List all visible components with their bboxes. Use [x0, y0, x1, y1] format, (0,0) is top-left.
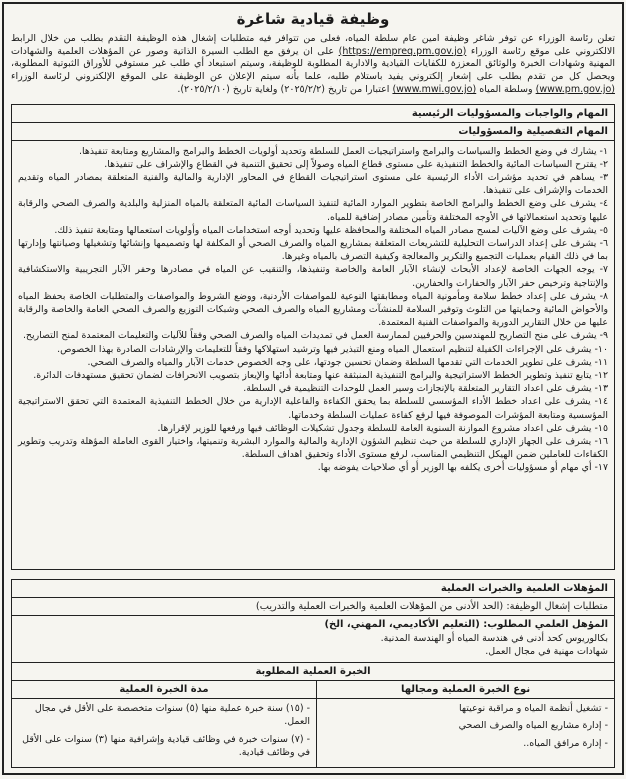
task-item: ٥- يشرف على وضع الآليات لمسح مصادر المياه المختلفة والمحافظة عليها وتحديد أوجه استخدامات المياه وأولويات استعمالها ومتابعة تنفيذ ذلك.: [54, 224, 608, 236]
education-label: المؤهل العلمي المطلوب: (التعليم الأكاديمي، المهني، الخ): [324, 618, 608, 630]
experience-type-item: - تشغيل أنظمة المياه و مراقبة نوعيتها: [458, 702, 608, 714]
experience-duration-item: - (١٥) سنة خبرة عملية منها (٥) سنوات متخصصة على الأقل في مجال العمل.: [34, 702, 311, 728]
task-item: ١٣- يشرف على اعداد التقارير المتعلقة بالإنجازات وسير العمل للوحدات التنظيمية في السلطة.: [243, 383, 608, 395]
education-block: [12, 616, 614, 663]
tasks-section-header: المهام والواجبات والمسؤوليات الرئيسية: [12, 105, 614, 123]
intro-text-2: على ان يرفق مع الطلب السيرة الذاتية وصور عن المؤهلات العلمية والشهادات المهنية وشهادات الخبرة والوثائق المعززة للكفايات القيادية والادارية المطلوبة للوظيفة، وسيتم استبعاد أي طلب غير مستوفي للأوراق الثبوتية المطلوبة، ويحصل كل من تقدم بطلب على إشعار إلكتروني يفيد باستلام طلبه، علما بأنه سيتم الإعلان عن الوظيفة على الموقع الإلكتروني لرئاسة الوزراء: [11, 45, 615, 83]
experience-duration-column-header: مدة الخبرة العملية: [119, 683, 209, 695]
experience-table-header-row: [12, 681, 614, 699]
intro-text-4: اعتبارا من تاريخ (٢٠٢٥/٢/٢) ولغاية تاريخ (٢٠٢٥/٢/١٠).: [177, 83, 393, 95]
intro-paragraph: [11, 33, 615, 97]
intro-text-3: وسلطة المياه: [476, 83, 536, 95]
tasks-section: [11, 104, 615, 570]
experience-duration-cell: [12, 699, 316, 767]
task-item: ١١- يشرف على تطوير الخدمات التي تقدمها السلطة وضمان تحسين جودتها، على وجه الخصوص خدمات الآبار والمياه والصرف الصحي.: [87, 356, 608, 368]
experience-type-item: - إدارة مرافق المياه..: [523, 737, 608, 749]
task-item: ١٠- يشرف على الإجراءات الكفيلة لتنظيم استعمال المياه ومنع التبذير فيها وترشيد استهلاكها وفقاً للتعليمات والإرشادات الصادرة بهذا الخصوص.: [57, 343, 608, 355]
task-item: ١٧- أي مهام أو مسؤوليات أخرى يكلفه بها الوزير أو أي صلاحيات يفوضه بها.: [317, 462, 608, 474]
experience-table-body-row: [12, 699, 614, 767]
qualifications-section: [11, 579, 615, 768]
task-item: ٦- يشرف على إعداد الدراسات التحليلية للتشريعات المتعلقة بمشاريع المياه والصرف الصحي أو المكلفة لها وتصميمها وإنشائها وتشغيلها وصيانتها وإدارتها بما في ذلك القيام بعمليات التجميع والتكرير والمعالجة وكيفية التصرف بالمياه وغيرها.: [18, 237, 608, 263]
tasks-list: [12, 141, 614, 569]
task-item: ٧- يوجه الجهات الخاصة لإعداد الأبحاث لإنشاء الآبار العامة والخاصة وتنفيذها، والتنقيب عن المياه في مصادرها وحفر الآبار التجريبية والاستكشافية والإنتاجية وترخيص حفر الآبار والحفارات والحفارين.: [18, 264, 608, 289]
document-page: [2, 2, 624, 775]
tasks-section-subheader: المهام التفصيلية والمسؤوليات: [12, 123, 614, 141]
page-title: وظيفة قيادية شاغرة: [236, 10, 390, 28]
intro-text-1: تعلن رئاسة الوزراء عن توفر شاغر وظيفة امين عام سلطة المياه، فعلى من تتوافر فيه متطلبات إشغال هذه الوظيفة التقدم بطلب من خلال الرابط الالكتروني على موقع رئاسة الوزراء: [11, 33, 615, 57]
pm-website-link[interactable]: (www.pm.gov.jo): [535, 83, 615, 95]
qualifications-header: المؤهلات العلمية والخبرات العملية: [12, 580, 614, 598]
task-item: ١٥- يشرف على اعداد مشروع الموازنة السنوية العامة للسلطة وجدول تشكيلات الوظائف فيها ورفعها للوزير لإقرارها.: [157, 422, 608, 434]
task-item: ١- يشارك في وضع الخطط والسياسات والبرامج واستراتيجيات العمل للسلطة وتحديد أولويات الخطط والبرامج والمشاريع ومتابعة تنفيذها.: [79, 145, 608, 157]
task-item: ٩- يشرف على منح التصاريح للمهندسين والحرفيين لممارسة العمل في تمديدات المياه والصرف الصحي وفقاً للآليات والتعليمات المعتمدة لمنح التصاريح.: [22, 330, 608, 342]
task-item: ١٢- يتابع تنفيذ وتطوير الخطط الاستراتيجية والبرامج التنفيذية المنبثقة عنها ومتابعة أدائها والإيعاز بتصويب الانحرافات لضمان تحقيق مستهدفات الدائرة.: [33, 369, 608, 381]
education-item: شهادات مهنية في مجال العمل.: [485, 645, 608, 657]
task-item: ٢- يقترح السياسات المائية والخطط التنفيذية على مستوى قطاع المياه وصولاً إلى تحقيق التنمية في القطاع والإشراف على تنفيذها.: [104, 158, 608, 170]
experience-header: الخبرة العملية المطلوبة: [12, 663, 614, 681]
experience-type-cell: [316, 699, 614, 767]
task-item: ١٤- يشرف على اعداد خطط الأداء المؤسسي للسلطة بما يحقق الكفاءة والفاعلية الإدارية من خلال الخطط التنفيذية المعتمدة التي تحقق الاستراتيجية المؤسسية ومتابعة المؤشرات الموصوفة فيها لرفع كفاءة عمليات السلطة وخدماتها.: [18, 396, 608, 421]
experience-type-item: - إدارة مشاريع المياه والصرف الصحي: [458, 720, 608, 732]
mwi-website-link[interactable]: (www.mwi.gov.jo): [392, 83, 477, 95]
requirements-line: متطلبات إشغال الوظيفة: (الحد الأدنى من المؤهلات العلمية والخبرات العملية والتدريب): [12, 598, 614, 616]
application-portal-link[interactable]: (https://empreq.pm.gov.jo): [338, 45, 467, 57]
experience-duration-item: - (٧) سنوات خبرة في وظائف قيادية وإشرافية منها (٣) سنوات على الأقل في وظائف قيادية.: [22, 733, 311, 759]
task-item: ٨- يشرف على إعداد خطط سلامة ومأمونية المياه ومطابقتها النوعية للمواصفات الأردنية، ووضع الشروط والمواصفات والمتطلبات الخاصة بحفظ المياه والأحواض المائية وحمايتها من التلوث وتوفير السلامة للمنشآت ومشاريع المياه والصرف الصحي وشبكات التوزيع والصرف الصحي العامة والخاصة والرقابة عليها من خلال التقارير الدورية والمواصفات الفنية المعتمدة.: [18, 290, 608, 329]
task-item: ١٦- يشرف على الجهاز الإداري للسلطة من حيث تنظيم الشؤون الإدارية والمالية والموارد البشرية وتنميتها، واختيار القوى العاملة المؤهلة وتدريب وتطوير الكفاءات للعاملين ضمن الهيكل التنظيمي المناسب، لرفع مستوى الأداء وتحقيق اهداف السلطة.: [18, 435, 608, 461]
education-item: بكالوريوس كحد أدنى في هندسة المياه أو الهندسة المدنية.: [380, 632, 608, 644]
experience-type-column-header: نوع الخبرة العملية ومجالها: [316, 681, 614, 698]
task-item: ٤- يشرف على وضع الخطط والبرامج الخاصة بتطوير الموارد المائية لتنفيذ السياسات المائية المتعلقة بالمياه المنزلية والبلدية والصرف الصحي والرقابة عليها وتحديد استعمالاتها في الأوجه المختلفة وتأمين مصادر إضافية للمياه.: [18, 198, 608, 223]
task-item: ٣- يساهم في تحديد مؤشرات الأداء الرئيسية على مستوى استراتيجيات القطاع في المحاور الإدارية والمالية والفنية المتعلقة بمصادر المياه وتقديم الخدمات والإشراف على تنفيذها.: [18, 171, 608, 197]
